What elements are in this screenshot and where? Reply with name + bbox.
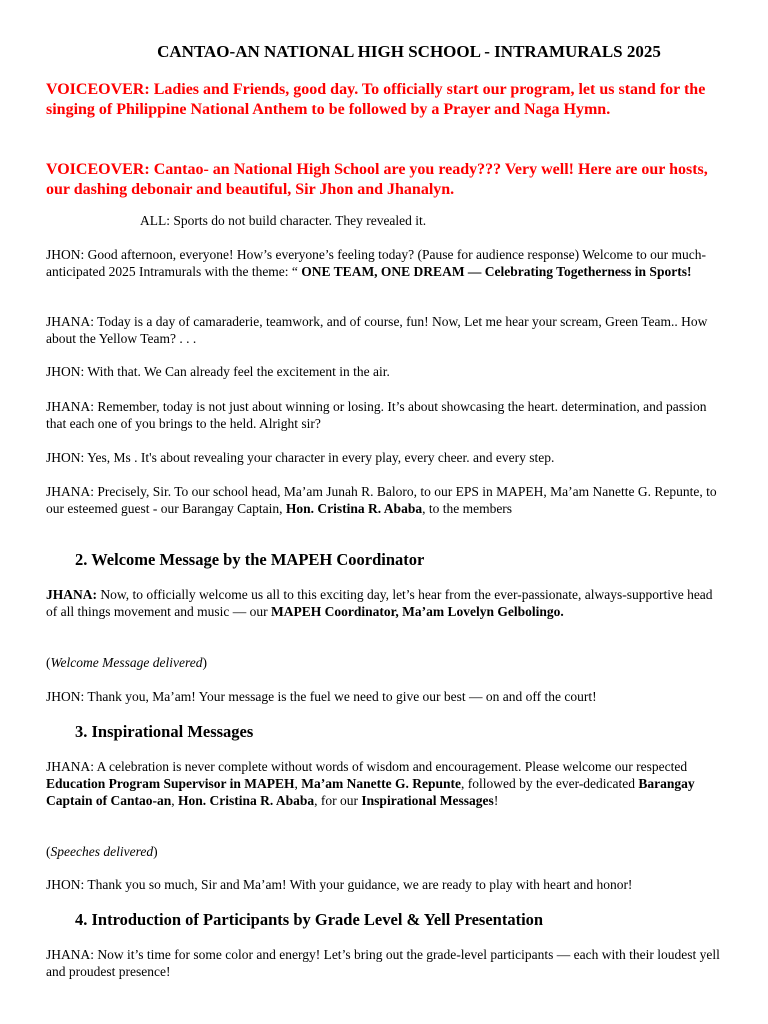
document-title: CANTAO-AN NATIONAL HIGH SCHOOL - INTRAMURALS 2025 xyxy=(157,42,661,61)
coordinator-name: MAPEH Coordinator, Ma’am Lovelyn Gelbolingo. xyxy=(270,604,564,619)
theme-text: ONE TEAM, ONE DREAM — Celebrating Togetherness in Sports! xyxy=(301,264,692,279)
italic-text: Welcome Message delivered xyxy=(50,655,203,670)
stage-note-speeches xyxy=(46,843,726,860)
paragraph-jhana-guests xyxy=(46,483,726,517)
text: JHON: Good afternoon, everyone! How’s everyone’s feeling today? (Pause for audience response) Welcome to our much-anticipated 2025 Intramurals with the theme: “ xyxy=(46,247,706,279)
text: ) xyxy=(153,844,158,859)
guest-name: Hon. Cristina R. Ababa xyxy=(285,501,423,516)
paragraph-jhana-inspirational xyxy=(46,758,726,809)
paragraph-jhana-remember: JHANA: Remember, today is not just about winning or losing. It’s about showcasing the heart. determination, and passion that each one of you brings to the held. Alright sir? xyxy=(46,399,707,431)
paragraph-jhon-thanks: JHON: Thank you, Ma’am! Your message is the fuel we need to give our best — on and off the court! xyxy=(46,689,597,704)
text: , xyxy=(294,776,302,791)
paragraph-jhon-excitement: JHON: With that. We Can already feel the excitement in the air. xyxy=(46,364,390,379)
text: ( xyxy=(46,844,51,859)
paragraph-jhana-mapeh xyxy=(46,586,726,620)
voiceover-2: VOICEOVER: Cantao- an National High School are you ready??? Very well! Here are our hosts, our dashing debonair and beautiful, Sir Jhon and Jhanalyn. xyxy=(46,161,708,198)
text: ( xyxy=(46,655,51,670)
text: ) xyxy=(202,655,207,670)
text: JHANA: A celebration is never complete without words of wisdom and encouragement. Please welcome our respected xyxy=(46,759,688,774)
text: JHANA: Precisely, Sir. To our school head, Ma’am Junah R. Baloro, to our EPS in MAPEH, Ma’am Nanette G. Repunte, to our esteemed guest - our Barangay Captain, xyxy=(46,484,717,516)
bold-text: Education Program Supervisor in MAPEH xyxy=(46,776,295,791)
bold-text: Inspirational Messages xyxy=(361,793,494,808)
paragraph-jhana-participants: JHANA: Now it’s time for some color and energy! Let’s bring out the grade-level participants — each with their loudest yell and proudest presence! xyxy=(46,947,720,979)
text: , to the members xyxy=(422,501,513,516)
voiceover-1: VOICEOVER: Ladies and Friends, good day. To officially start our program, let us stand for the singing of Philippine National Anthem to be followed by a Prayer and Naga Hymn. xyxy=(46,81,706,118)
text: , xyxy=(171,793,179,808)
paragraph-jhon-character: JHON: Yes, Ms . It's about revealing your character in every play, every cheer. and every step. xyxy=(46,450,555,465)
text: , followed by the ever-dedicated xyxy=(461,776,639,791)
bold-text: Hon. Cristina R. Ababa xyxy=(178,793,315,808)
section-heading-3: 3. Inspirational Messages xyxy=(75,722,254,741)
paragraph-jhon-welcome xyxy=(46,246,726,280)
section-heading-4: 4. Introduction of Participants by Grade Level & Yell Presentation xyxy=(75,910,544,929)
speaker: JHANA: xyxy=(46,587,97,602)
paragraph-jhon-honor: JHON: Thank you so much, Sir and Ma’am! With your guidance, we are ready to play with heart and honor! xyxy=(46,877,633,892)
text: , for our xyxy=(314,793,362,808)
section-heading-2: 2. Welcome Message by the MAPEH Coordinator xyxy=(75,550,425,569)
text: ! xyxy=(493,793,499,808)
bold-text: Barangay Captain of Cantao-an xyxy=(46,776,695,808)
text: Now, to officially welcome us all to this exciting day, let’s hear from the ever-passionate, always-supportive head of all things movement and music — our xyxy=(46,587,713,619)
bold-text: Ma’am Nanette G. Repunte xyxy=(301,776,461,791)
stage-note-welcome xyxy=(46,654,726,671)
paragraph-jhana-teams: JHANA: Today is a day of camaraderie, teamwork, and of course, fun! Now, Let me hear your scream, Green Team.. How about the Yellow Team? . . . xyxy=(46,314,708,346)
all-line: ALL: Sports do not build character. They revealed it. xyxy=(140,213,427,228)
italic-text: Speeches delivered xyxy=(50,844,154,859)
